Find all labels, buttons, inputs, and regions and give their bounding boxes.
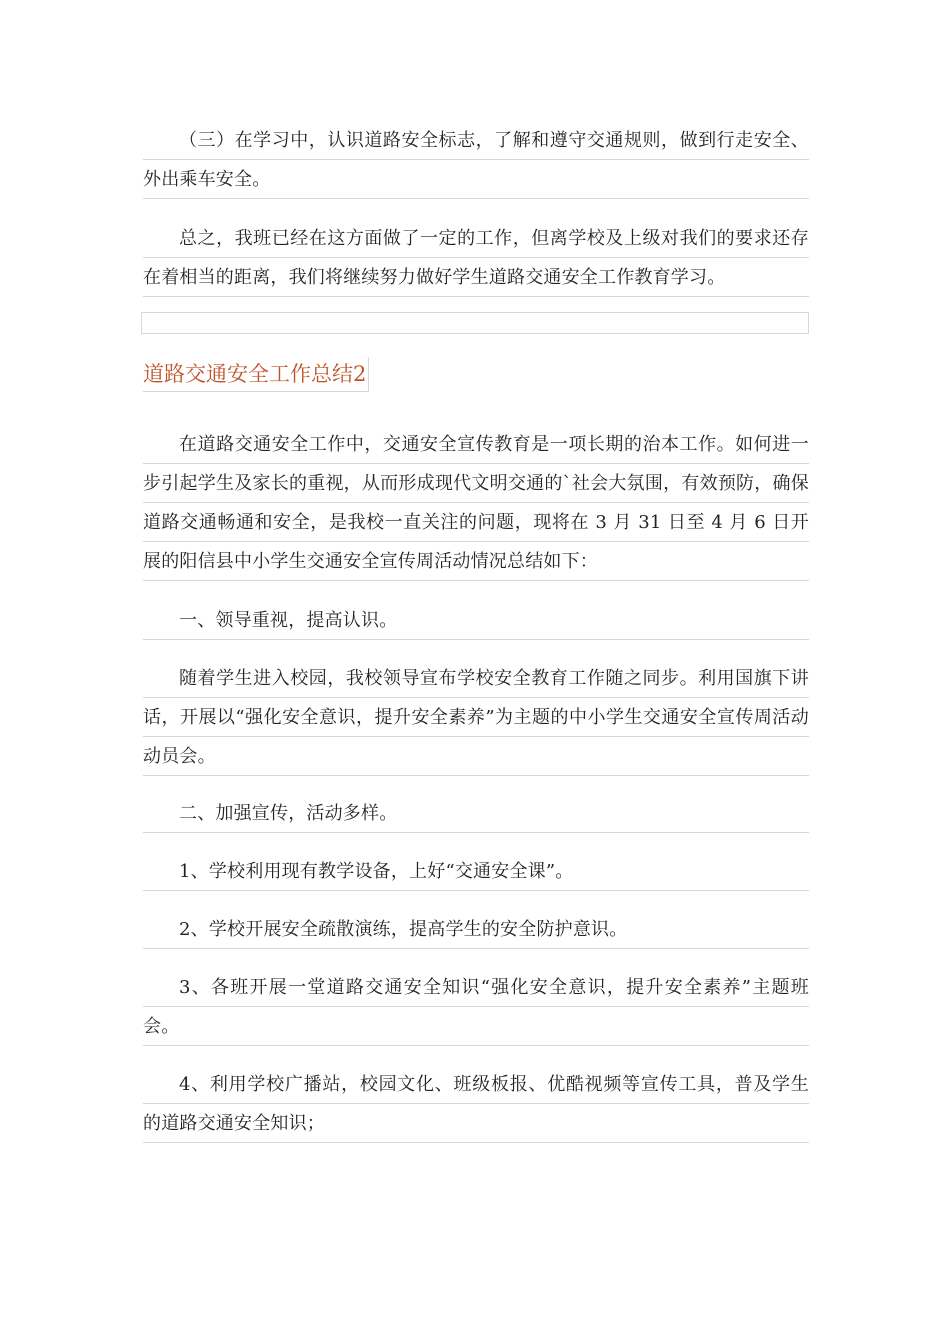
paragraph-item-4: 4、利用学校广播站，校园文化、班级板报、优酷视频等宣传工具，普及学生的道路交通安全知识；: [143, 1065, 809, 1143]
paragraph-traffic-rules: （三）在学习中，认识道路安全标志，了解和遵守交通规则，做到行走安全、外出乘车安全。: [143, 121, 809, 199]
section-title: 道路交通安全工作总结2: [143, 357, 369, 392]
paragraph-item-1: 1、学校利用现有教学设备，上好“交通安全课”。: [143, 852, 809, 891]
paragraph-leadership: 随着学生进入校园，我校领导宣布学校安全教育工作随之同步。利用国旗下讲话，开展以“强化安全意识，提升安全素养”为主题的中小学生交通安全宣传周活动动员会。: [143, 659, 809, 776]
paragraph-intro: 在道路交通安全工作中，交通安全宣传教育是一项长期的治本工作。如何进一步引起学生及家长的重视，从而形成现代文明交通的`社会大氛围，有效预防，确保道路交通畅通和安全，是我校一直关注的问题，现将在 3 月 31 日至 4 月 6 日开展的阳信县中小学生交通安全宣传周活动情况总结如下：: [143, 425, 809, 581]
paragraph-item-2: 2、学校开展安全疏散演练，提高学生的安全防护意识。: [143, 910, 809, 949]
paragraph-item-3: 3、各班开展一堂道路交通安全知识“强化安全意识，提升安全素养”主题班会。: [143, 968, 809, 1046]
section-divider: [141, 312, 809, 334]
paragraph-point-two: 二、加强宣传，活动多样。: [143, 794, 809, 833]
paragraph-summary: 总之，我班已经在这方面做了一定的工作，但离学校及上级对我们的要求还存在着相当的距离，我们将继续努力做好学生道路交通安全工作教育学习。: [143, 219, 809, 297]
paragraph-point-one: 一、领导重视，提高认识。: [143, 601, 809, 640]
